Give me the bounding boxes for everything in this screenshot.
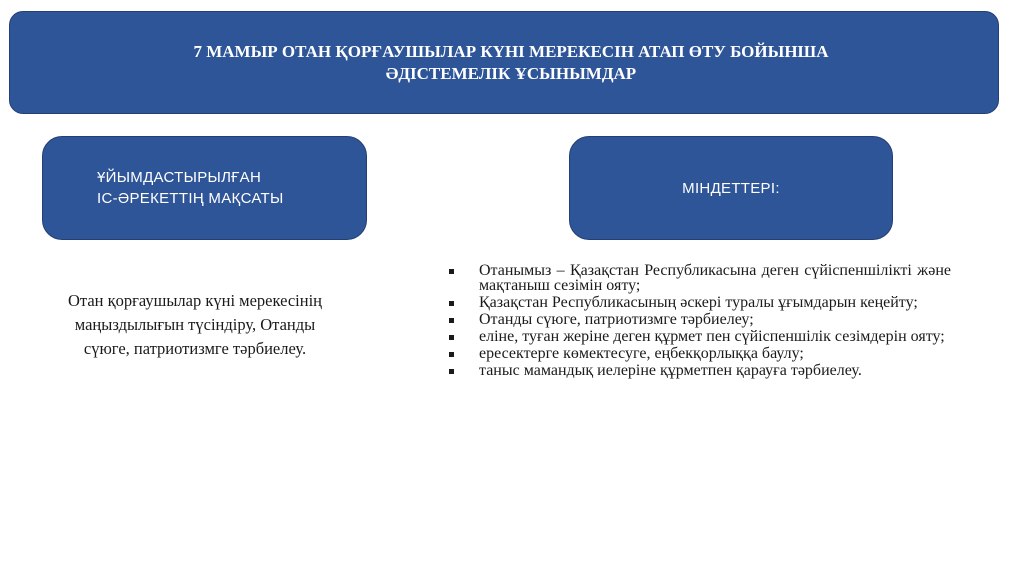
task-text: Отанымыз – Қазақстан Республикасына деген сүйіспеншілікті және мақтаныш сезімін ояту; — [479, 262, 951, 294]
tasks-heading-label: МІНДЕТТЕРІ: — [682, 179, 780, 197]
goal-description-line-1: Отан қорғаушылар күні мерекесінің — [68, 291, 322, 310]
goal-description — [30, 289, 360, 361]
square-bullet-icon — [449, 335, 454, 340]
title-banner — [9, 11, 999, 114]
title-line-1: 7 МАМЫР ОТАН ҚОРҒАУШЫЛАР КҮНІ МЕРЕКЕСІН АТАП ӨТУ БОЙЫНША — [193, 41, 829, 61]
goal-heading-line-2: ІС-ӘРЕКЕТТІҢ МАҚСАТЫ — [97, 190, 284, 207]
tasks-list — [449, 263, 951, 380]
square-bullet-icon — [449, 352, 454, 357]
task-item — [449, 363, 951, 378]
task-text: Қазақстан Республикасының әскері туралы ұғымдарын кеңейту; — [479, 294, 918, 311]
task-item — [449, 295, 951, 310]
goal-description-line-3: сүюге, патриотизмге тәрбиелеу. — [83, 339, 307, 358]
task-item — [449, 263, 951, 293]
square-bullet-icon — [449, 301, 454, 306]
tasks-heading-box — [569, 136, 893, 240]
task-item — [449, 312, 951, 327]
task-text: еліне, туған жеріне деген құрмет пен сүйіспеншілік сезімдерін ояту; — [479, 328, 945, 345]
square-bullet-icon — [449, 318, 454, 323]
task-item — [449, 346, 951, 361]
title-line-2: ӘДІСТЕМЕЛІК ҰСЫНЫМДАР — [385, 63, 637, 83]
goal-heading-line-1: ҰЙЫМДАСТЫРЫЛҒАН — [97, 169, 262, 186]
task-item — [449, 329, 951, 344]
goal-description-line-2: маңыздылығын түсіндіру, Отанды — [74, 315, 316, 334]
square-bullet-icon — [449, 269, 454, 274]
task-text: Отанды сүюге, патриотизмге тәрбиелеу; — [479, 311, 754, 328]
goal-heading-box — [42, 136, 367, 240]
task-text: таныс мамандық иелеріне құрметпен қарауға тәрбиелеу. — [479, 362, 862, 379]
square-bullet-icon — [449, 369, 454, 374]
task-text: ересектерге көмектесуге, еңбекқорлыққа баулу; — [479, 345, 804, 362]
